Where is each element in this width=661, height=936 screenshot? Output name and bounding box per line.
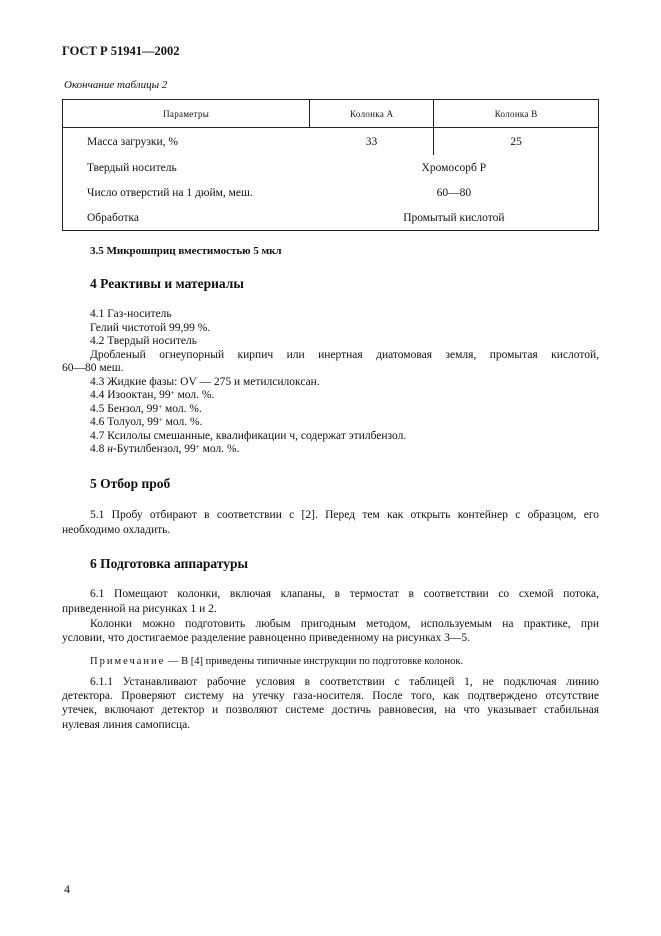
paragraph-6-1-1-line2: детектора. Проверяют систему на утечку газа-носителя. После того, как подтверждено отсутствие xyxy=(62,690,599,702)
section-4-title: 4 Реактивы и материалы xyxy=(90,276,244,291)
table-header-row xyxy=(63,100,599,128)
value-cell-b: 25 xyxy=(434,128,599,156)
paragraph-5-1-cont: необходимо охладить. xyxy=(62,524,171,536)
column-header-parameters: Параметры xyxy=(63,100,310,128)
table-caption: Окончание таблицы 2 xyxy=(64,79,168,91)
note: Примечание — В [4] приведены типичные инструкции по подготовке колонок. xyxy=(90,656,464,667)
document-header: ГОСТ Р 51941—2002 xyxy=(62,44,180,58)
paragraph-4-8: 4.8 н-Бутилбензол, 99+ мол. %. xyxy=(90,443,240,455)
paragraph-6-1-1-line4: нулевая линия самописца. xyxy=(62,719,191,731)
paragraph-4-5: 4.5 Бензол, 99+ мол. %. xyxy=(90,403,202,415)
column-header-column-b: Колонка В xyxy=(434,100,599,128)
paragraph-5-1: 5.1 Пробу отбирают в соответствии с [2]. Перед тем как открыть контейнер с образцом, его xyxy=(90,509,599,521)
subsection-3-5: 3.5 Микрошприц вместимостью 5 мкл xyxy=(90,245,282,257)
paragraph-4-6: 4.6 Толуол, 99+ мол. %. xyxy=(90,416,203,428)
paragraph-4-4: 4.4 Изооктан, 99+ мол. %. xyxy=(90,389,215,401)
paragraph-6-1-b: Колонки можно подготовить любым пригодным методом, используемым на практике, при xyxy=(90,618,599,630)
paragraph-6-1-1-line3: утечек, включают детектор и позволяют системе достичь равновесия, на что указывает стабильная xyxy=(62,704,599,716)
section-6-title: 6 Подготовка аппаратуры xyxy=(90,556,249,571)
paragraph-6-1-cont: приведенной на рисунках 1 и 2. xyxy=(62,603,217,615)
column-header-column-a: Колонка А xyxy=(310,100,434,128)
merged-value-cell: 60—80 xyxy=(310,180,599,205)
merged-value-cell: Хромосорб Р xyxy=(310,155,599,180)
param-cell: Число отверстий на 1 дюйм, меш. xyxy=(63,180,310,205)
param-cell: Твердый носитель xyxy=(63,155,310,180)
paragraph-6-1-b-cont: условии, что достигаемое разделение равноценно приведенному на рисунках 3—5. xyxy=(62,632,470,644)
param-cell: Масса загрузки, % xyxy=(63,128,310,156)
paragraph-6-1-1: 6.1.1 Устанавливают рабочие условия в соответствии с таблицей 1, не подключая линию xyxy=(90,676,599,688)
paragraph-4-1: 4.1 Газ-носитель xyxy=(90,308,172,320)
paragraph-6-1: 6.1 Помещают колонки, включая клапаны, в термостат в соответствии со схемой потока, xyxy=(90,588,599,600)
value-cell-a: 33 xyxy=(310,128,434,156)
paragraph-4-2: 4.2 Твердый носитель xyxy=(90,335,197,347)
table-row xyxy=(63,155,599,180)
paragraph-4-1-text: Гелий чистотой 99,99 %. xyxy=(90,322,211,334)
paragraph-4-3: 4.3 Жидкие фазы: OV — 275 и метилсилоксан. xyxy=(90,376,320,388)
table-row xyxy=(63,205,599,231)
table-row xyxy=(63,180,599,205)
table-row xyxy=(63,128,599,156)
param-cell: Обработка xyxy=(63,205,310,231)
paragraph-4-7: 4.7 Ксилолы смешанные, квалификации ч, содержат этилбензол. xyxy=(90,430,407,442)
page-number: 4 xyxy=(64,882,70,896)
paragraph-4-2-text: Дробленый огнеупорный кирпич или инертная диатомовая земля, промытая кислотой, xyxy=(90,349,599,361)
merged-value-cell: Промытый кислотой xyxy=(310,205,599,231)
paragraph-4-2-text-cont: 60—80 меш. xyxy=(62,362,124,374)
section-5-title: 5 Отбор проб xyxy=(90,476,171,491)
parameters-table xyxy=(62,99,599,231)
